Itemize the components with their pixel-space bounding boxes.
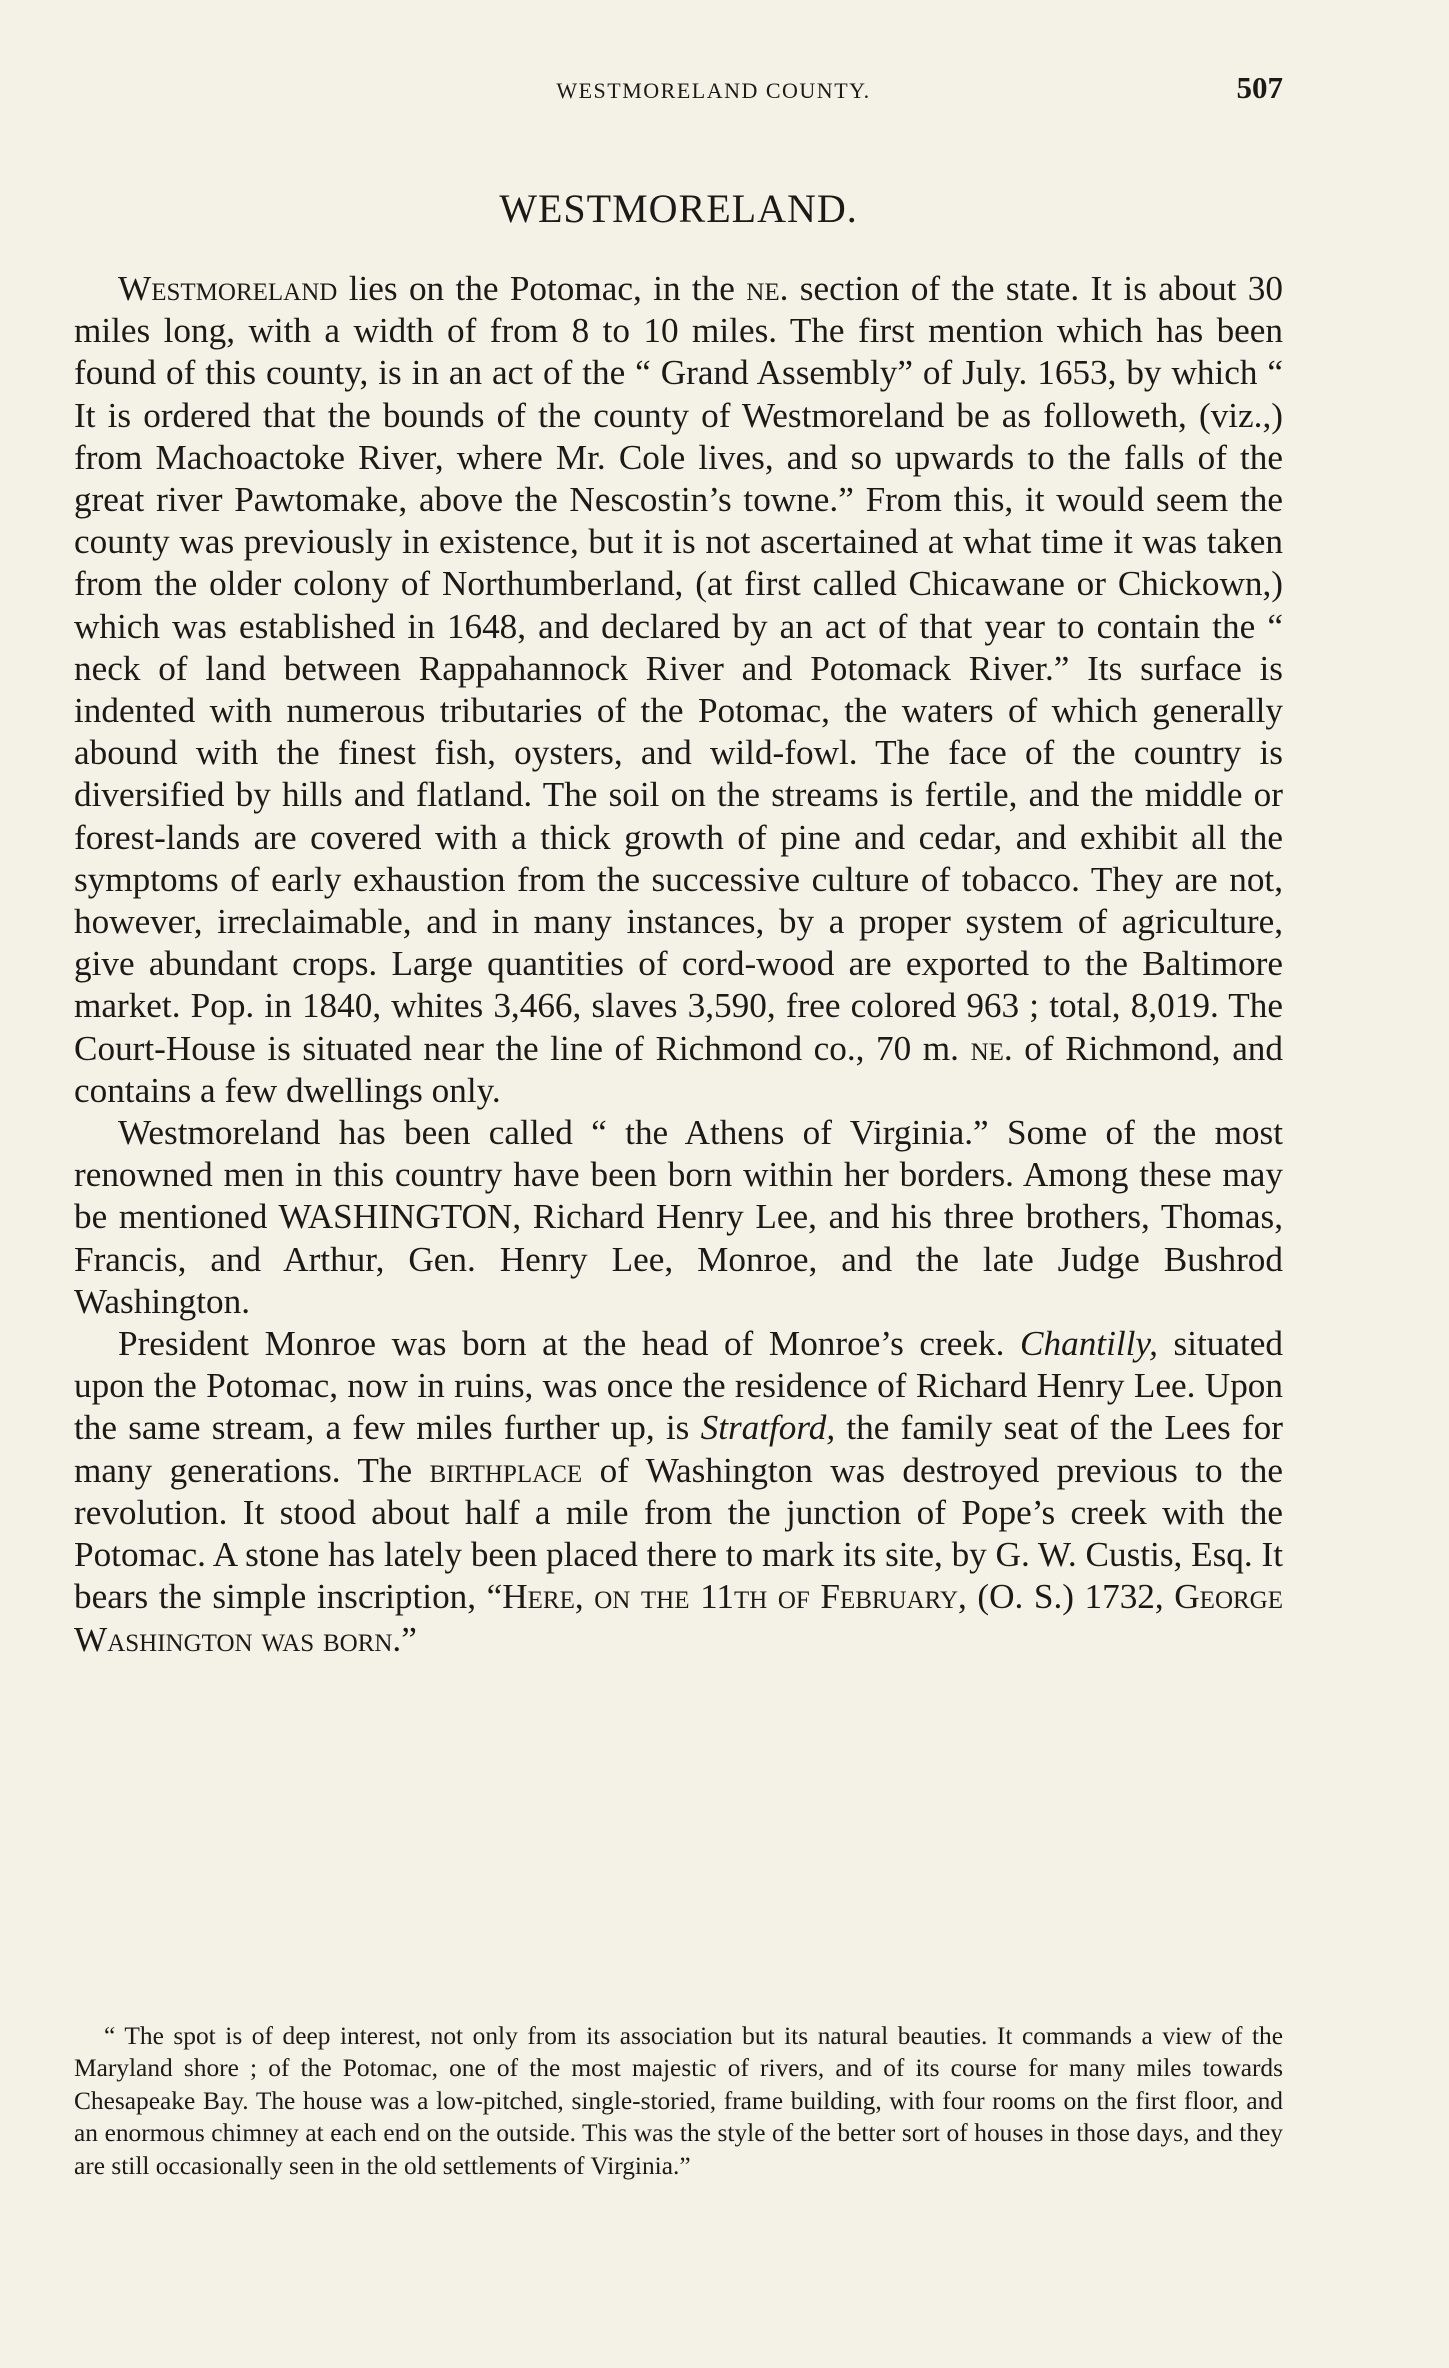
- birthplace-word: birthplace: [429, 1450, 583, 1490]
- paragraph-2: Westmoreland has been called “ the Athens of Virginia.” Some of the most renowned men in this country have been born within her borders. Among these may be mentioned WASHINGTON, Richard Henry Lee, and his three brothers, Thomas, Francis, and Arthur, Gen. Henry Lee, Monroe, and the late Judge Bushrod Washington.: [74, 1113, 1283, 1321]
- paragraph-1: [74, 268, 1283, 1112]
- p3-text-5: ”: [401, 1619, 417, 1659]
- body-text: [74, 268, 1283, 1661]
- section-title: WESTMORELAND.: [499, 186, 858, 231]
- stratford-name: Stratford,: [700, 1408, 836, 1448]
- running-header: [74, 70, 1283, 110]
- paragraph-3: [74, 1323, 1283, 1661]
- inscription-text: Here, on the 11th of February, (O. S.) 1732, George Washington was born.: [74, 1577, 1283, 1659]
- running-title: WESTMORELAND COUNTY.: [556, 78, 871, 103]
- chantilly-name: Chantilly,: [1020, 1324, 1158, 1364]
- lead-word: Westmoreland: [118, 269, 338, 308]
- footnote: [74, 2020, 1283, 2182]
- p1-text-1: lies on the Potomac, in the: [337, 269, 747, 308]
- p3-text-2: situated upon the Potomac, now in ruins, was once the residence of Richard Henry Lee. Upon the same stream, a few miles further up, is: [74, 1324, 1283, 1448]
- p1-text-2: section of the state. It is about 30 miles long, with a width of from 8 to 10 miles. The first mention which has been found of this county, is in an act of the “ Grand Assembly” of July. 1653, by which “ It is ordered that the bounds of the county of Westmoreland be as followeth, (viz.,) from Machoactoke River, where Mr. Cole lives, and so upwards to the falls of the great river Pawtomake, above the Nescostin’s towne.” From this, it would seem the county was previously in existence, but it is not ascertained at what time it was taken from the older colony of Northumberland, (at first called Chicawane or Chickown,) which was established in 1648, and declared by an act of that year to contain the “ neck of land between Rappahannock River and Potomack River.” Its surface is indented with numerous tributaries of the Potomac, the waters of which generally abound with the finest fish, oysters, and wild-fowl. The face of the country is diversified by hills and flatland. The soil on the streams is fertile, and the middle or forest-lands are covered with a thick growth of pine and cedar, and exhibit all the symptoms of early exhaustion from the successive culture of tobacco. They are not, however, irreclaimable, and in many instances, by a proper system of agriculture, give abundant crops. Large quantities of cord-wood are exported to the Baltimore market. Pop. in 1840, whites 3,466, slaves 3,590, free colored 963 ; total, 8,019. The Court-House is situated near the line of Richmond co., 70 m.: [74, 269, 1283, 1068]
- footnote-text: “ The spot is of deep interest, not only from its association but its natural beauties. It commands a view of the Maryland shore ; of the Potomac, one of the most majestic of rivers, and of its course for many miles towards Chesapeake Bay. The house was a low-pitched, single-storied, frame building, with four rooms on the first floor, and an enormous chimney at each end on the outside. This was the style of the better sort of houses in those days, and they are still occasionally seen in the old settlements of Virginia.”: [74, 2022, 1283, 2180]
- p3-text-1: President Monroe was born at the head of Monroe’s creek.: [118, 1324, 1021, 1364]
- abbrev-ne: ne.: [970, 1028, 1013, 1068]
- p1-text-3: of Richmond, and contains a few dwellings only.: [74, 1028, 1283, 1110]
- p3-text-4: of Washington was destroyed previous to the revolution. It stood about half a mile from the junction of Pope’s creek with the Potomac. A stone has lately been placed there to mark its site, by G. W. Custis, Esq. It bears the simple inscription, “: [74, 1450, 1283, 1617]
- abbrev-ne: ne.: [746, 269, 789, 308]
- p3-text-3: the family seat of the Lees for many generations. The: [74, 1408, 1283, 1490]
- page-number: 507: [1236, 70, 1283, 105]
